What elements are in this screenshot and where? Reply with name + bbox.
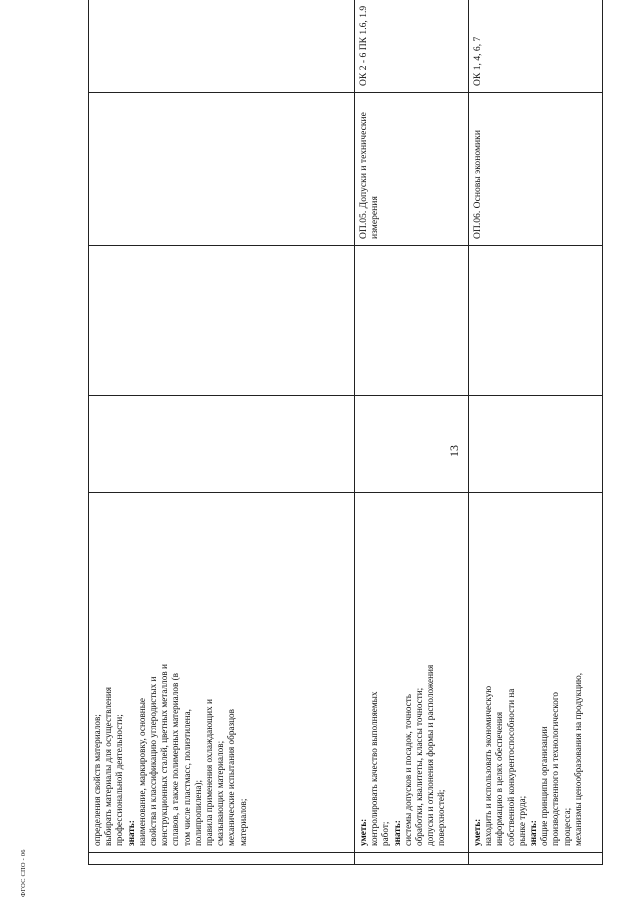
content-line: материалов; [237,798,248,846]
content-line: наименование, маркировку, основные [136,698,147,846]
competency-table [88,0,603,865]
content-line: том числе пластмасс, полиэтилена, [181,709,192,846]
table-row [469,0,603,865]
content-line: полипропилена); [192,779,203,846]
content-line: профессиональной деятельности; [114,714,125,846]
empty-cell [469,396,603,493]
discipline-cell [355,93,469,246]
content-line: обработки, квалитеты, классы точности; [414,687,425,846]
content-cell [355,493,469,853]
content-line: производственного и технологического [550,691,561,846]
content-line: свойства и классификацию углеродистых и [148,676,159,846]
content-line: работ; [380,821,391,846]
content-line: поверхностей; [436,789,447,846]
content-line: выбирать материалы для осуществления [103,686,114,846]
competency-cell [89,0,355,93]
discipline-name: ОП.05. Допуски и технические измерения [358,112,381,239]
content-line: общие принципы организации [539,726,550,846]
content-line: собственной конкурентоспособности на [505,688,516,846]
discipline-cell [469,93,603,246]
competency-cell [355,0,469,93]
content-line: находить и использовать экономическую [483,685,494,846]
content-line: рынке труда; [516,795,527,846]
content-line: знать: [528,820,539,846]
content-line: механические испытания образцов [226,709,237,846]
content-line: конструкционных сталей, цветных металлов и [159,664,170,846]
content-line: сплавов, а также полимерных материалов (в [170,672,181,846]
content-cell [89,493,355,853]
content-line: системы допусков и посадок, точность [402,694,413,846]
discipline-cell [89,93,355,246]
footer-label: ФГОС СПО - 06 [20,849,27,897]
competency-codes: ОК 1, 4, 6, 7 [472,36,483,86]
discipline-name: ОП.06. Основы экономики [472,130,483,239]
competency-cell [469,0,603,93]
content-line: уметь: [472,818,482,846]
content-line: процесса; [561,807,572,846]
content-line: определения свойств материалов; [92,714,102,846]
content-line: контролировать качество выполняемых [369,691,380,846]
empty-cell [355,246,469,396]
content-line: правила применения охлаждающих и [204,699,215,846]
content-line: знать: [391,820,402,846]
page-number: 13 [447,445,461,457]
index-cell [89,853,355,865]
table-row [89,0,355,865]
empty-cell [89,396,355,493]
content-line: допуски и отклонения формы и расположения [425,664,436,846]
content-line: механизмы ценообразования на продукцию, [572,672,583,846]
index-cell [469,853,603,865]
content-line: уметь: [358,818,368,846]
empty-cell [469,246,603,396]
content-line: информацию в целях обеспечения [494,711,505,846]
content-cell [469,493,603,853]
table-row [355,0,469,865]
competency-codes: ОК 2 - 6 ПК 1.6, 1.9 [358,5,369,86]
empty-cell [355,396,469,493]
content-line: знать: [125,820,136,846]
index-cell [355,853,469,865]
content-line: смазывающих материалов; [215,740,226,846]
empty-cell [89,246,355,396]
